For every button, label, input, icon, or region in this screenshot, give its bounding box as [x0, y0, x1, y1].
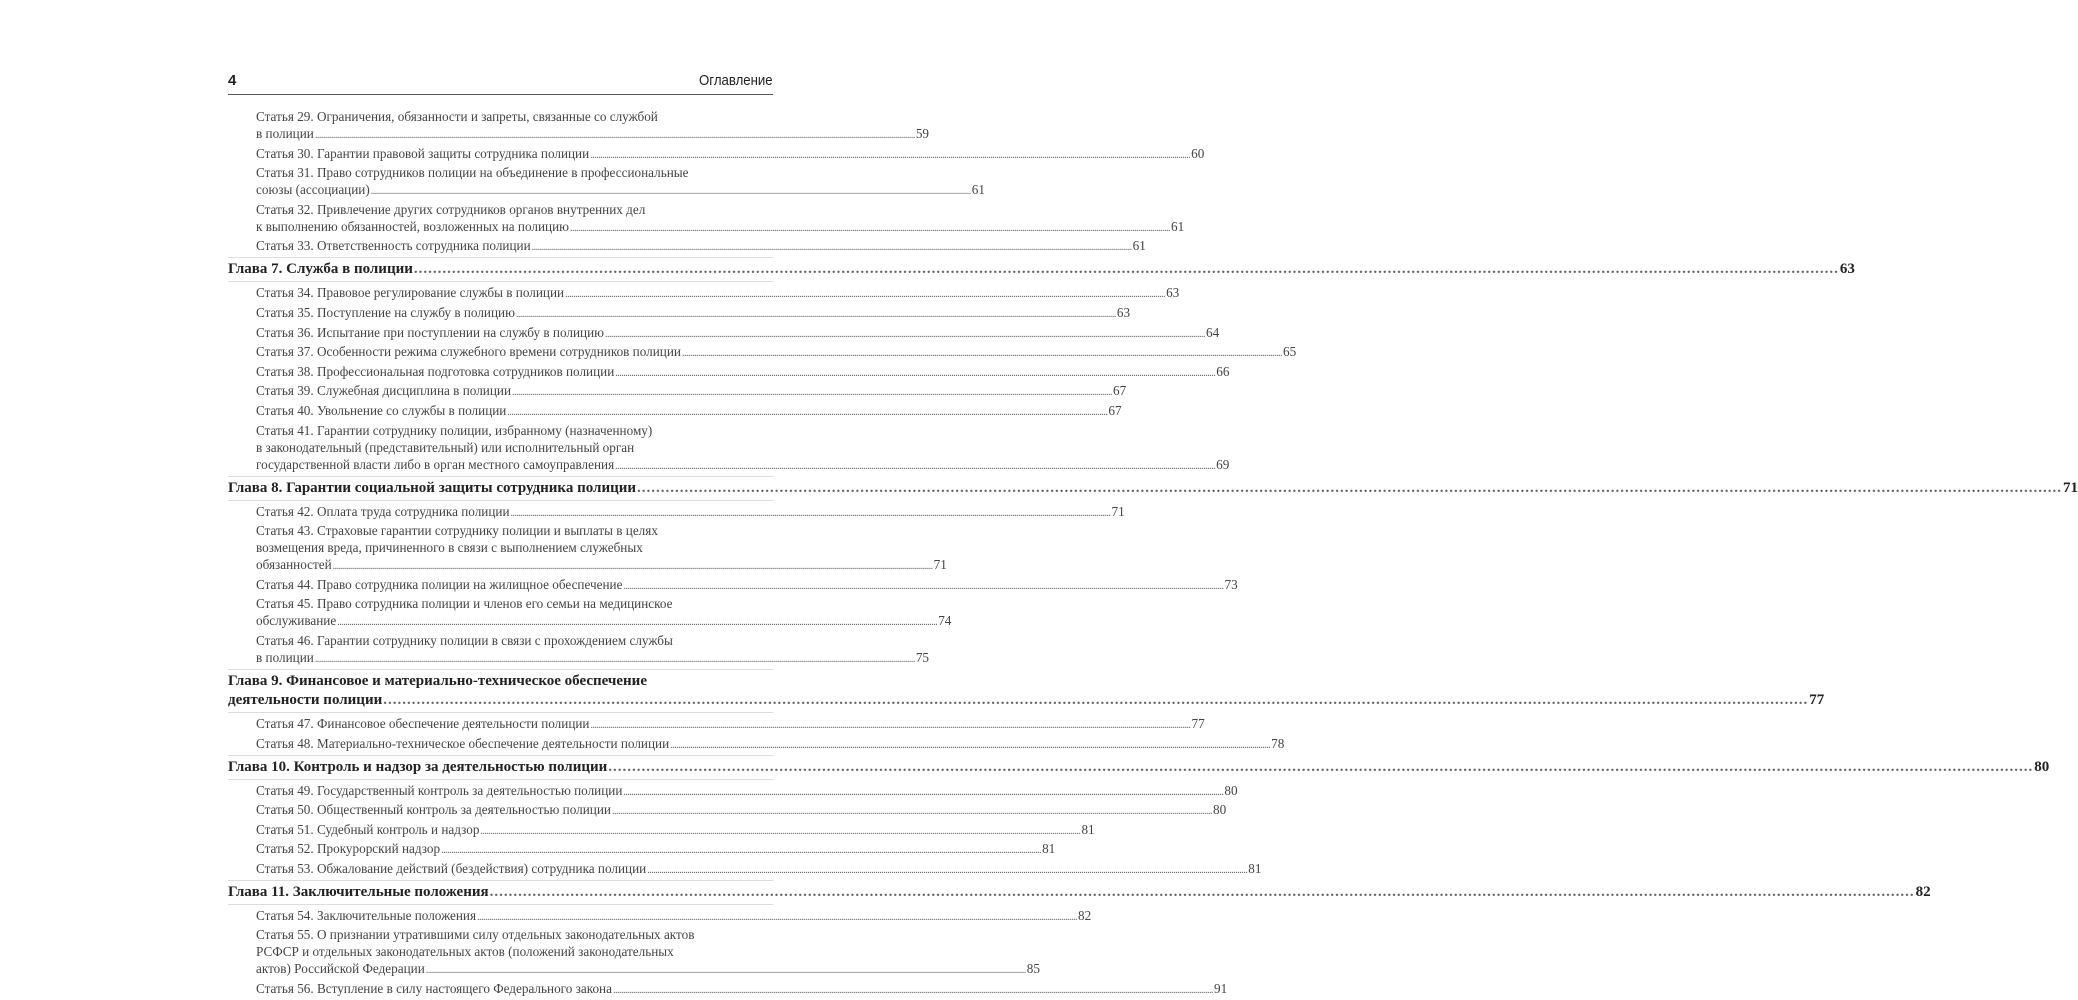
entry-title-line: Глава 10. Контроль и надзор за деятельностью полиции [228, 758, 608, 775]
dot-leader: ............................................................................................................................................................................................................................................................................................................ [477, 911, 1078, 923]
entry-title-line: в законодательный (представительный) или исполнительный орган [256, 439, 635, 455]
entry-title-line: Глава 11. Заключительные положения [228, 883, 489, 900]
dot-leader: ............................................................................................................................................................................................................................................................................................................ [489, 883, 1915, 900]
entry-last-line [228, 479, 2078, 498]
toc-article[interactable] [228, 402, 1122, 421]
page-ref: 77 [1809, 691, 1825, 708]
page-ref: 63 [1839, 261, 1855, 278]
dot-leader: ............................................................................................................................................................................................................................................................................................................ [608, 758, 2034, 775]
dot-leader: ............................................................................................................................................................................................................................................................................................................ [515, 308, 1116, 320]
dot-leader: ............................................................................................................................................................................................................................................................................................................ [590, 719, 1191, 731]
entry-last-line [256, 503, 1125, 522]
entry-last-line [256, 181, 985, 200]
entry-title-line: Статья 30. Гарантии правовой защиты сотрудника полиции [256, 145, 590, 161]
entry-title-line: в полиции [256, 126, 314, 141]
toc-article[interactable] [228, 145, 1205, 164]
toc-chapter[interactable] [228, 669, 1825, 713]
entry-last-line [256, 145, 1205, 164]
dot-leader: ............................................................................................................................................................................................................................................................................................................ [370, 186, 971, 198]
page-ref: 71 [933, 557, 947, 573]
toc-article[interactable] [228, 164, 985, 200]
entry-title-line: Статья 47. Финансовое обеспечение деятельности полиции [256, 715, 590, 731]
page-ref: 67 [1113, 383, 1127, 399]
entry-last-line [256, 237, 1146, 256]
dot-leader: ............................................................................................................................................................................................................................................................................................................ [605, 328, 1205, 340]
dot-leader: ............................................................................................................................................................................................................................................................................................................ [681, 348, 1282, 360]
entry-title-line: Статья 51. Судебный контроль и надзор [256, 821, 480, 837]
entry-last-line [256, 218, 1185, 237]
toc-article[interactable] [228, 324, 1220, 343]
dot-leader: ............................................................................................................................................................................................................................................................................................................ [507, 406, 1108, 418]
page-ref: 77 [1191, 715, 1205, 731]
entry-last-line [256, 735, 1285, 754]
entry-title-line: Статья 46. Гарантии сотруднику полиции в связи с прохождением службы [256, 632, 673, 648]
toc-article[interactable] [228, 522, 947, 575]
entry-title-line: Статья 41. Гарантии сотруднику полиции, избранному (назначенному) [256, 422, 653, 438]
dot-leader: ............................................................................................................................................................................................................................................................................................................ [647, 864, 1248, 876]
entry-title-line: Глава 9. Финансовое и материально-техническое обеспечение [228, 672, 647, 689]
toc-article[interactable] [228, 926, 1040, 979]
page-ref: 78 [1271, 735, 1285, 751]
dot-leader: ............................................................................................................................................................................................................................................................................................................ [337, 617, 938, 629]
entry-title-line: Статья 31. Право сотрудников полиции на объединение в профессиональные [256, 165, 689, 181]
page-ref: 71 [1111, 503, 1125, 519]
toc-article[interactable] [228, 576, 1238, 595]
entry-last-line [256, 980, 1228, 999]
entry-title-line: Статья 32. Привлечение других сотрудников органов внутренних дел [256, 201, 646, 217]
toc-article[interactable] [228, 201, 1185, 237]
entry-last-line [256, 382, 1127, 401]
toc-article[interactable] [228, 595, 952, 631]
page-ref: 67 [1108, 402, 1122, 418]
toc-article[interactable] [228, 907, 1092, 926]
toc-chapter[interactable] [228, 476, 2078, 501]
page-ref: 80 [1212, 802, 1227, 818]
entry-last-line [256, 284, 1180, 303]
toc-article[interactable] [228, 860, 1262, 879]
entry-last-line [256, 840, 1056, 859]
toc-chapter[interactable] [228, 257, 1855, 282]
entry-last-line [256, 576, 1238, 595]
toc-article[interactable] [228, 382, 1127, 401]
page-ref: 85 [1026, 961, 1040, 977]
entry-last-line [256, 907, 1092, 926]
entry-title-line: Статья 55. О признании утратившими силу отдельных законодательных актов [256, 927, 695, 943]
entry-last-line [256, 343, 1297, 362]
page-ref: 63 [1116, 304, 1131, 320]
entry-title-line: Статья 29. Ограничения, обязанности и запреты, связанные со службой [256, 109, 658, 124]
entry-last-line [256, 860, 1262, 879]
dot-leader: ............................................................................................................................................................................................................................................................................................................ [623, 580, 1224, 592]
dot-leader: ............................................................................................................................................................................................................................................................................................................ [383, 691, 1809, 708]
entry-title-line: возмещения вреда, причиненного в связи с выполнением служебных [256, 540, 643, 556]
entry-title-line: Статья 50. Общественный контроль за деятельностью полиции [256, 802, 611, 818]
page-ref: 60 [1191, 145, 1205, 161]
dot-leader: ............................................................................................................................................................................................................................................................................................................ [413, 261, 1839, 278]
dot-leader: ............................................................................................................................................................................................................................................................................................................ [615, 460, 1216, 472]
dot-leader: ............................................................................................................................................................................................................................................................................................................ [510, 507, 1111, 519]
page-ref: 61 [971, 182, 985, 198]
entry-title-line: Статья 40. Увольнение со службы в полиции [256, 402, 507, 418]
toc-chapter[interactable] [228, 755, 2050, 780]
entry-title-line: Статья 39. Служебная дисциплина в полиции [256, 383, 511, 399]
page-ref: 74 [938, 613, 952, 629]
dot-leader: ............................................................................................................................................................................................................................................................................................................ [670, 739, 1271, 751]
page-ref: 59 [915, 126, 929, 141]
running-title: Оглавление [699, 72, 773, 89]
toc-article[interactable] [228, 363, 1230, 382]
entry-last-line [256, 649, 929, 668]
dot-leader: ............................................................................................................................................................................................................................................................................................................ [615, 367, 1216, 379]
page-number: 4 [228, 72, 237, 89]
toc-article[interactable] [228, 237, 1146, 256]
dot-leader: ............................................................................................................................................................................................................................................................................................................ [565, 289, 1166, 301]
entry-title-line: актов) Российской Федерации [256, 961, 425, 977]
entry-title-line: Статья 38. Профессиональная подготовка сотрудников полиции [256, 363, 615, 379]
toc-article[interactable] [228, 980, 1228, 999]
entry-last-line [228, 758, 2050, 777]
entry-title-line: Статья 44. Право сотрудника полиции на жилищное обеспечение [256, 576, 623, 592]
dot-leader: ............................................................................................................................................................................................................................................................................................................ [570, 222, 1171, 234]
page-ref: 71 [2063, 479, 2078, 496]
page-ref: 80 [2034, 758, 2050, 775]
dot-leader: ............................................................................................................................................................................................................................................................................................................ [611, 806, 1212, 818]
page-ref: 81 [1042, 841, 1056, 857]
entry-last-line [256, 612, 952, 631]
toc-article[interactable] [228, 304, 1131, 323]
page-ref: 61 [1171, 218, 1185, 234]
dot-leader: ............................................................................................................................................................................................................................................................................................................ [314, 653, 915, 665]
entry-title-line: Статья 42. Оплата труда сотрудника полиции [256, 503, 510, 519]
toc-article[interactable] [228, 284, 1180, 303]
entry-title-line: Статья 36. Испытание при поступлении на службу в полицию [256, 324, 604, 340]
toc-article[interactable] [228, 735, 1285, 754]
entry-last-line [256, 456, 1230, 475]
entry-last-line [256, 402, 1122, 421]
entry-title-line: Статья 52. Прокурорский надзор [256, 841, 441, 857]
toc-article[interactable] [228, 801, 1227, 820]
dot-leader: ............................................................................................................................................................................................................................................................................................................ [531, 242, 1132, 254]
dot-leader: ............................................................................................................................................................................................................................................................................................................ [637, 479, 2063, 496]
entry-last-line [256, 782, 1238, 801]
entry-title-line: Статья 43. Страховые гарантии сотруднику полиции и выплаты в целях [256, 523, 658, 539]
entry-title-line: Статья 49. Государственный контроль за деятельностью полиции [256, 782, 623, 798]
toc-article[interactable] [228, 503, 1125, 522]
page-ref: 63 [1166, 285, 1180, 301]
entry-title-line: обязанностей [256, 557, 332, 573]
toc-article[interactable] [228, 343, 1297, 362]
page-ref: 75 [915, 649, 929, 665]
dot-leader: ............................................................................................................................................................................................................................................................................................................ [332, 561, 933, 573]
page-ref: 69 [1216, 456, 1230, 472]
entry-last-line [256, 324, 1220, 343]
entry-title-line: государственной власти либо в орган местного самоуправления [256, 456, 615, 472]
table-of-contents [228, 108, 2078, 1000]
entry-last-line [256, 960, 1040, 979]
entry-title-line: Статья 56. Вступление в силу настоящего Федерального закона [256, 981, 612, 997]
dot-leader: ............................................................................................................................................................................................................................................................................................................ [623, 786, 1224, 798]
dot-leader: ............................................................................................................................................................................................................................................................................................................ [612, 985, 1213, 997]
entry-last-line [256, 304, 1131, 323]
page-ref: 91 [1213, 981, 1228, 997]
page-ref: 65 [1282, 344, 1297, 360]
page-ref: 82 [1915, 883, 1931, 900]
dot-leader: ............................................................................................................................................................................................................................................................................................................ [480, 825, 1081, 837]
dot-leader: ............................................................................................................................................................................................................................................................................................................ [314, 130, 915, 141]
entry-title-line: Статья 33. Ответственность сотрудника полиции [256, 238, 531, 254]
page-ref: 81 [1081, 821, 1095, 837]
entry-title-line: РСФСР и отдельных законодательных актов (положений законодательных [256, 944, 674, 960]
entry-title-line: Глава 7. Служба в полиции [228, 261, 413, 278]
entry-title-line: Статья 37. Особенности режима служебного времени сотрудников полиции [256, 344, 681, 360]
entry-title-line: Статья 45. Право сотрудника полиции и членов его семьи на медицинское [256, 596, 673, 612]
entry-title-line: союзы (ассоциации) [256, 182, 370, 198]
entry-title-line: к выполнению обязанностей, возложенных на полицию [256, 218, 570, 234]
entry-last-line [228, 691, 1825, 710]
entry-last-line [256, 125, 929, 144]
page-ref: 61 [1132, 238, 1146, 254]
entry-title-line: Статья 53. Обжалование действий (бездействия) сотрудника полиции [256, 860, 647, 876]
page-ref: 81 [1248, 860, 1262, 876]
entry-title-line: обслуживание [256, 613, 337, 629]
toc-article[interactable] [228, 632, 929, 668]
toc-article[interactable] [228, 422, 1230, 475]
dot-leader: ............................................................................................................................................................................................................................................................................................................ [441, 845, 1042, 857]
entry-last-line [228, 883, 1931, 902]
entry-title-line: деятельности полиции [228, 691, 383, 708]
toc-article[interactable] [228, 715, 1205, 734]
entry-last-line [256, 363, 1230, 382]
dot-leader: ............................................................................................................................................................................................................................................................................................................ [512, 387, 1112, 399]
toc-article[interactable] [228, 782, 1238, 801]
entry-title-line: Статья 48. Материально-техническое обеспечение деятельности полиции [256, 735, 670, 751]
toc-article[interactable] [228, 108, 929, 144]
entry-last-line [256, 715, 1205, 734]
entry-last-line [256, 556, 947, 575]
page-ref: 80 [1224, 782, 1238, 798]
entry-title-line: Статья 54. Заключительные положения [256, 907, 477, 923]
toc-article[interactable] [228, 821, 1095, 840]
entry-last-line [256, 821, 1095, 840]
page-header [228, 70, 773, 95]
entry-last-line [228, 260, 1855, 279]
page-ref: 64 [1206, 324, 1220, 340]
page-ref: 82 [1078, 907, 1092, 923]
page-ref: 73 [1224, 576, 1238, 592]
entry-title-line: Глава 8. Гарантии социальной защиты сотрудника полиции [228, 479, 637, 496]
entry-title-line: Статья 35. Поступление на службу в полицию [256, 304, 515, 320]
toc-chapter[interactable] [228, 880, 1931, 905]
toc-article[interactable] [228, 840, 1056, 859]
entry-title-line: в полиции [256, 649, 314, 665]
entry-title-line: Статья 34. Правовое регулирование службы в полиции [256, 285, 565, 301]
dot-leader: ............................................................................................................................................................................................................................................................................................................ [425, 965, 1026, 977]
dot-leader: ............................................................................................................................................................................................................................................................................................................ [590, 149, 1191, 161]
entry-last-line [256, 801, 1227, 820]
page-ref: 66 [1216, 363, 1230, 379]
